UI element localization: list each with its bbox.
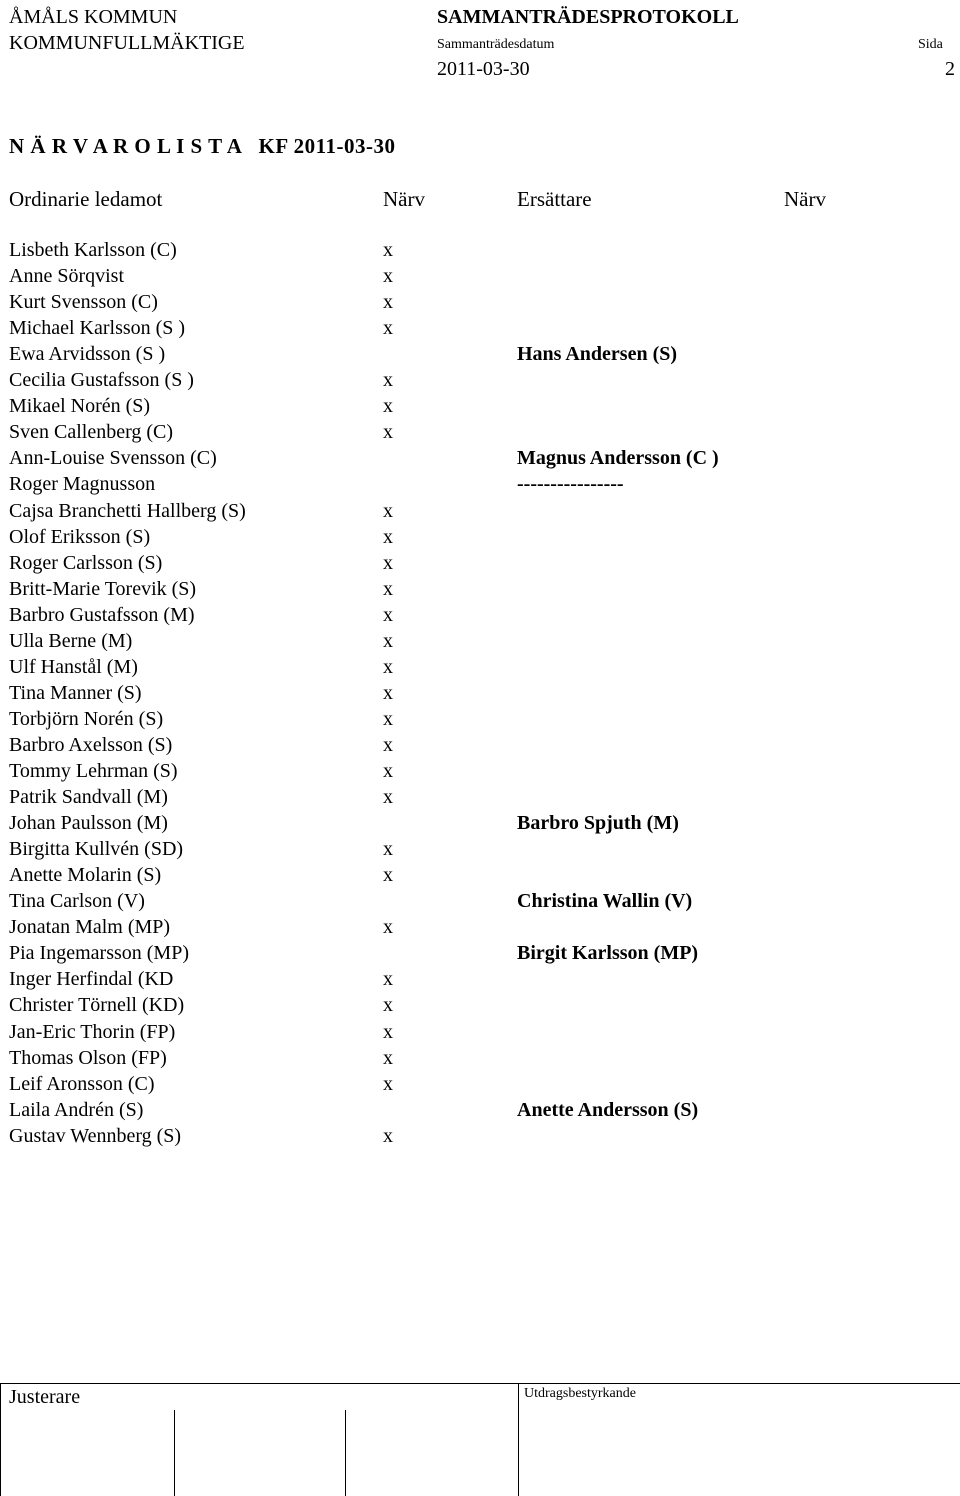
member-name: Lisbeth Karlsson (C) bbox=[9, 239, 177, 261]
table-row bbox=[0, 836, 960, 862]
table-row bbox=[0, 1071, 960, 1097]
substitute-name: Magnus Andersson (C ) bbox=[517, 447, 719, 470]
column-header-present: Närv bbox=[383, 187, 425, 211]
present-mark: x bbox=[383, 916, 393, 939]
member-name: Thomas Olson (FP) bbox=[9, 1046, 167, 1069]
present-mark: x bbox=[383, 239, 393, 261]
table-row bbox=[0, 1097, 960, 1123]
table-row bbox=[0, 784, 960, 810]
table-row bbox=[0, 680, 960, 706]
footer-box-line bbox=[345, 1410, 346, 1496]
table-row bbox=[0, 237, 960, 263]
substitute-name: ---------------- bbox=[517, 473, 624, 496]
table-row bbox=[0, 1045, 960, 1071]
member-name: Jonatan Malm (MP) bbox=[9, 916, 171, 939]
substitute-name: Anette Andersson (S) bbox=[517, 1098, 699, 1121]
member-name: Torbjörn Norén (S) bbox=[9, 707, 164, 730]
member-name: Anne Sörqvist bbox=[9, 265, 124, 288]
column-header-member: Ordinarie ledamot bbox=[9, 187, 163, 211]
present-mark: x bbox=[383, 577, 393, 600]
member-name: Johan Paulsson (M) bbox=[9, 812, 168, 835]
footer-box-line bbox=[174, 1410, 175, 1496]
municipality-name: ÅMÅLS KOMMUN bbox=[9, 6, 178, 28]
column-header-substitute-present: Närv bbox=[784, 187, 826, 211]
member-name: Britt-Marie Torevik (S) bbox=[9, 577, 197, 600]
member-name: Roger Carlsson (S) bbox=[9, 551, 163, 574]
present-mark: x bbox=[383, 1072, 393, 1095]
present-mark: x bbox=[383, 707, 393, 730]
adjusters-label: Justerare bbox=[9, 1386, 81, 1408]
table-row bbox=[0, 758, 960, 784]
present-mark: x bbox=[383, 629, 393, 652]
document-type: SAMMANTRÄDESPROTOKOLL bbox=[437, 6, 739, 28]
member-name: Michael Karlsson (S ) bbox=[9, 317, 186, 340]
present-mark: x bbox=[383, 733, 393, 756]
member-name: Patrik Sandvall (M) bbox=[9, 786, 168, 809]
member-name: Ewa Arvidsson (S ) bbox=[9, 343, 166, 366]
member-name: Gustav Wennberg (S) bbox=[9, 1124, 182, 1147]
table-row bbox=[0, 367, 960, 393]
table-row bbox=[0, 576, 960, 602]
table-row bbox=[0, 1019, 960, 1045]
present-mark: x bbox=[383, 994, 393, 1017]
present-mark: x bbox=[383, 369, 393, 392]
table-row bbox=[0, 315, 960, 341]
present-mark: x bbox=[383, 1020, 393, 1043]
table-row bbox=[0, 1123, 960, 1149]
table-row bbox=[0, 992, 960, 1018]
table-row bbox=[0, 810, 960, 836]
page-label: Sida bbox=[918, 37, 943, 52]
meeting-date: 2011-03-30 bbox=[437, 58, 530, 80]
table-row bbox=[0, 888, 960, 914]
table-row bbox=[0, 654, 960, 680]
footer-divider bbox=[0, 1383, 960, 1384]
extract-certification-label: Utdragsbestyrkande bbox=[524, 1386, 636, 1401]
table-row bbox=[0, 445, 960, 471]
table-row bbox=[0, 524, 960, 550]
date-label: Sammanträdesdatum bbox=[437, 37, 555, 52]
member-name: Tina Carlson (V) bbox=[9, 890, 145, 913]
member-name: Anette Molarin (S) bbox=[9, 864, 162, 887]
page-number: 2 bbox=[945, 58, 955, 80]
present-mark: x bbox=[383, 265, 393, 288]
present-mark: x bbox=[383, 291, 393, 314]
present-mark: x bbox=[383, 603, 393, 626]
present-mark: x bbox=[383, 1046, 393, 1069]
table-row bbox=[0, 419, 960, 445]
substitute-name: Hans Andersen (S) bbox=[517, 343, 678, 366]
member-name: Birgitta Kullvén (SD) bbox=[9, 838, 184, 861]
member-name: Christer Törnell (KD) bbox=[9, 994, 185, 1017]
member-name: Tommy Lehrman (S) bbox=[9, 760, 178, 782]
table-row bbox=[0, 341, 960, 367]
member-name: Barbro Axelsson (S) bbox=[9, 733, 173, 756]
present-mark: x bbox=[383, 421, 393, 444]
member-name: Inger Herfindal (KD bbox=[9, 968, 174, 991]
member-name: Kurt Svensson (C) bbox=[9, 291, 158, 314]
table-row bbox=[0, 914, 960, 940]
footer-box-line bbox=[518, 1383, 519, 1496]
present-mark: x bbox=[383, 395, 393, 418]
present-mark: x bbox=[383, 786, 393, 809]
present-mark: x bbox=[383, 681, 393, 704]
member-name: Cecilia Gustafsson (S ) bbox=[9, 369, 194, 392]
column-header-substitute: Ersättare bbox=[517, 187, 592, 211]
footer-box-line bbox=[0, 1383, 1, 1496]
present-mark: x bbox=[383, 317, 393, 340]
present-mark: x bbox=[383, 551, 393, 574]
member-name: Ann-Louise Svensson (C) bbox=[9, 447, 217, 470]
member-name: Cajsa Branchetti Hallberg (S) bbox=[9, 499, 246, 522]
table-row bbox=[0, 706, 960, 732]
table-row bbox=[0, 628, 960, 654]
member-name: Ulf Hanstål (M) bbox=[9, 655, 138, 678]
present-mark: x bbox=[383, 525, 393, 548]
attendance-list-title: N Ä R V A R O L I S T A KF 2011-03-30 bbox=[9, 134, 396, 158]
present-mark: x bbox=[383, 1124, 393, 1147]
substitute-name: Barbro Spjuth (M) bbox=[517, 812, 679, 835]
member-name: Laila Andrén (S) bbox=[9, 1098, 144, 1121]
member-name: Ulla Berne (M) bbox=[9, 629, 133, 652]
member-name: Mikael Norén (S) bbox=[9, 395, 151, 418]
present-mark: x bbox=[383, 864, 393, 887]
present-mark: x bbox=[383, 499, 393, 522]
table-row bbox=[0, 289, 960, 315]
member-name: Sven Callenberg (C) bbox=[9, 421, 174, 444]
table-row bbox=[0, 550, 960, 576]
table-row bbox=[0, 862, 960, 888]
body-name: KOMMUNFULLMÄKTIGE bbox=[9, 32, 245, 54]
table-row bbox=[0, 602, 960, 628]
member-name: Jan-Eric Thorin (FP) bbox=[9, 1020, 176, 1043]
substitute-name: Christina Wallin (V) bbox=[517, 890, 693, 913]
table-row bbox=[0, 966, 960, 992]
member-name: Roger Magnusson bbox=[9, 473, 156, 496]
member-name: Tina Manner (S) bbox=[9, 681, 142, 704]
member-name: Pia Ingemarsson (MP) bbox=[9, 942, 189, 965]
present-mark: x bbox=[383, 655, 393, 678]
present-mark: x bbox=[383, 838, 393, 861]
member-name: Leif Aronsson (C) bbox=[9, 1072, 155, 1095]
table-row bbox=[0, 263, 960, 289]
present-mark: x bbox=[383, 760, 393, 782]
table-row bbox=[0, 471, 960, 497]
present-mark: x bbox=[383, 968, 393, 991]
member-name: Barbro Gustafsson (M) bbox=[9, 603, 195, 626]
table-row bbox=[0, 732, 960, 758]
table-row bbox=[0, 940, 960, 966]
substitute-name: Birgit Karlsson (MP) bbox=[517, 942, 699, 965]
table-row bbox=[0, 393, 960, 419]
table-row bbox=[0, 498, 960, 524]
member-name: Olof Eriksson (S) bbox=[9, 525, 151, 548]
